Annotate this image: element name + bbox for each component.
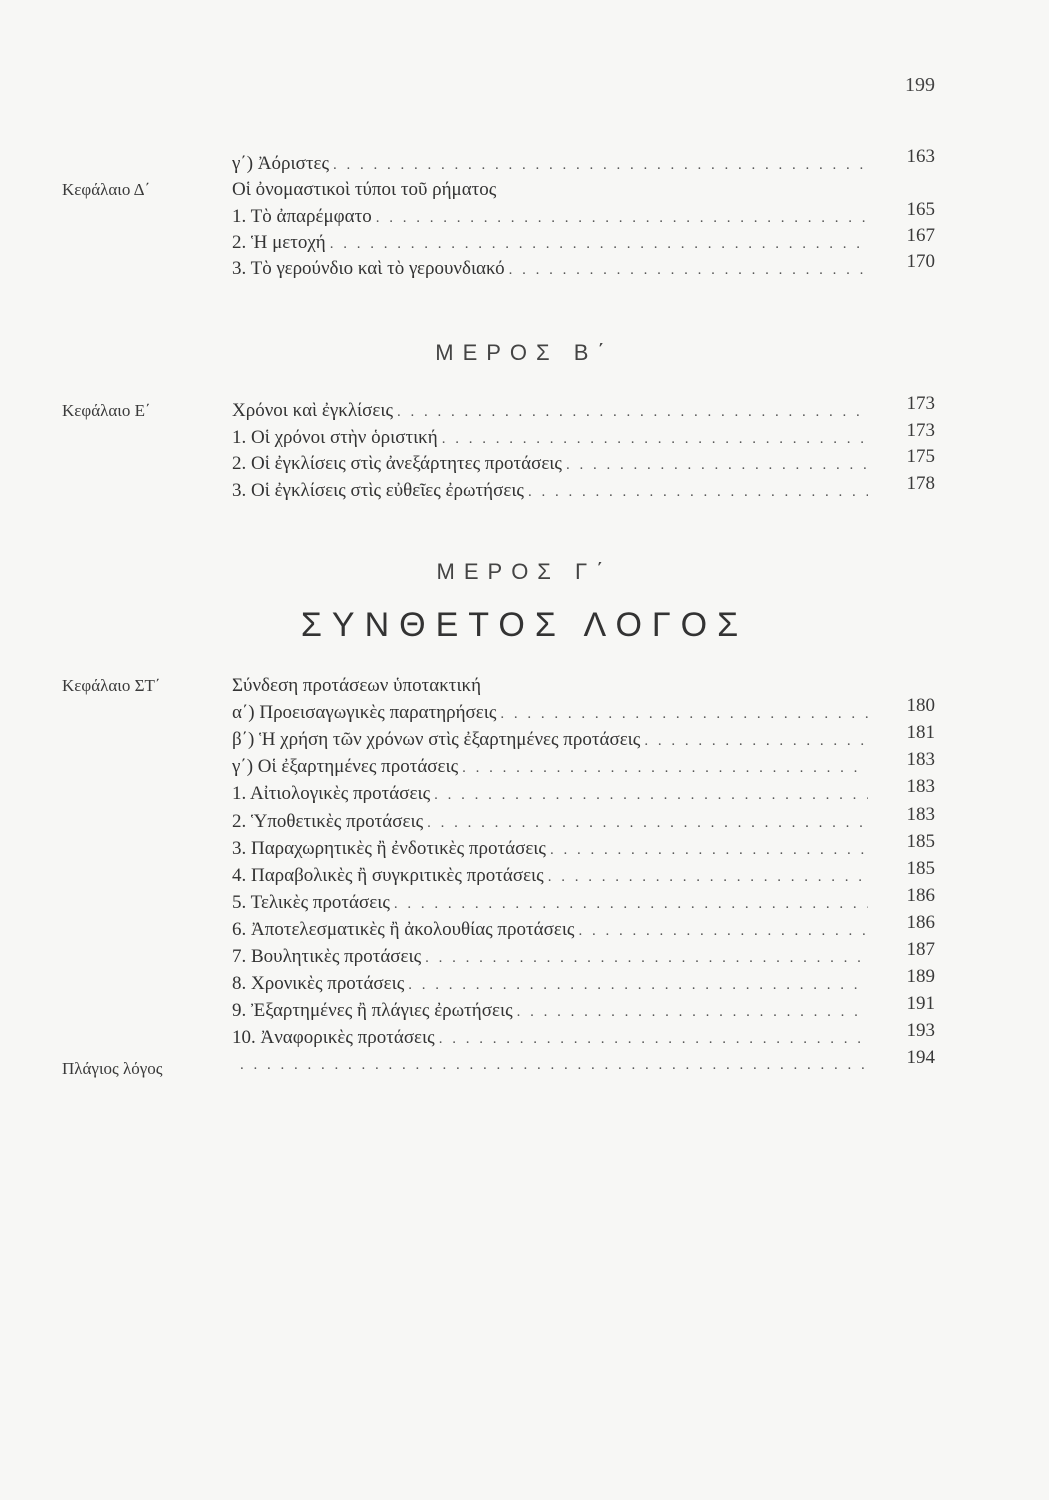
entry-title: 5. Τελικὲς προτάσεις — [232, 891, 390, 913]
toc-entry — [232, 256, 868, 283]
dot-leader — [442, 426, 868, 452]
page-ref: 178 — [906, 472, 935, 494]
page-ref: 183 — [906, 776, 935, 798]
page-ref: 173 — [906, 393, 935, 414]
dot-leader — [462, 755, 868, 781]
entry-title: 7. Βουλητικὲς προτάσεις — [232, 946, 422, 967]
entry-title: 2. Οἱ ἐγκλίσεις στὶς ἀνεξάρτητες προτάσεις — [232, 453, 562, 474]
page-ref: 173 — [906, 419, 935, 441]
part-b-heading: ΜΕΡΟΣ Β΄ — [435, 340, 614, 365]
toc-entry — [232, 917, 868, 944]
entry-title: 4. Παραβολικὲς ἢ συγκριτικὲς προτάσεις — [232, 864, 544, 886]
entry-title: 8. Χρονικὲς προτάσεις — [232, 973, 405, 995]
entry-title: 2. Ὑποθετικὲς προτάσεις — [232, 810, 424, 832]
dot-leader — [434, 782, 868, 808]
toc-entry — [232, 700, 868, 727]
dot-leader — [548, 864, 868, 890]
toc-entry — [232, 727, 868, 754]
entry-title: 10. Ἀναφορικὲς προτάσεις — [232, 1027, 435, 1049]
page-ref: 191 — [906, 993, 935, 1015]
entry-title: Οἱ ὀνομαστικοὶ τύποι τοῦ ρήματος — [232, 179, 497, 201]
page-ref: 183 — [906, 803, 935, 825]
dot-leader — [408, 972, 868, 998]
toc-entry — [232, 809, 868, 836]
entry-title: 6. Ἀποτελεσματικὲς ἢ ἀκολουθίας προτάσεις — [232, 918, 575, 940]
page-ref: 193 — [906, 1020, 935, 1042]
dot-leader — [394, 891, 868, 917]
toc-entry — [232, 478, 868, 505]
toc-entry — [232, 863, 868, 890]
page-ref: 167 — [906, 224, 935, 246]
entry-title: α΄) Προεισαγωγικὲς παρατηρήσεις — [232, 702, 497, 724]
page-ref: 185 — [906, 830, 935, 852]
toc-entry — [232, 204, 868, 231]
entry-title: 1. Αἰτιολογικὲς προτάσεις — [232, 783, 431, 805]
entry-title: 1. Οἱ χρόνοι στὴν ὁριστική — [232, 426, 438, 448]
entry-title: Σύνδεση προτάσεων ὑποτακτική — [232, 675, 482, 696]
toc-row — [0, 472, 1049, 504]
toc-entry — [232, 890, 868, 917]
entry-title: 2. Ἡ μετοχή — [232, 231, 326, 253]
page-ref: 175 — [906, 446, 935, 467]
page-ref: 180 — [906, 695, 935, 717]
dot-leader — [376, 205, 868, 231]
toc-entry — [232, 673, 868, 699]
page-ref: 183 — [906, 749, 935, 771]
dot-leader — [644, 728, 868, 754]
page-ref: 185 — [906, 857, 935, 879]
toc-entry — [232, 1025, 868, 1052]
dot-leader — [333, 152, 868, 178]
dot-leader — [439, 1026, 868, 1052]
dot-leader — [425, 945, 868, 971]
page-ref: 170 — [906, 251, 935, 273]
entry-title: 9. Ἐξαρτημένες ἢ πλάγιες ἐρωτήσεις — [232, 1000, 513, 1022]
entry-title: γ΄) Ἀόριστες — [232, 153, 329, 174]
dot-leader — [550, 837, 868, 863]
toc-row — [0, 251, 1049, 282]
toc-entry — [232, 230, 868, 257]
dot-leader — [509, 257, 868, 283]
page-ref: 189 — [906, 966, 935, 988]
page-ref: 165 — [906, 198, 935, 220]
entry-title: 3. Παραχωρητικὲς ἢ ἐνδοτικὲς προτάσεις — [232, 837, 546, 859]
dot-leader — [500, 701, 868, 727]
entry-title: 3. Οἱ ἐγκλίσεις στὶς εὐθεῖες ἐρωτήσεις — [232, 479, 524, 501]
part-c-title: ΣΥΝΘΕΤΟΣ ΛΟΓΟΣ — [300, 606, 749, 644]
entry-title: 1. Τὸ ἀπαρέμφατο — [232, 205, 372, 227]
page-ref: 187 — [906, 939, 935, 960]
toc-entry — [232, 781, 868, 808]
dot-leader — [240, 1052, 868, 1078]
page-ref: 194 — [906, 1047, 935, 1069]
toc-row — [0, 146, 1049, 177]
toc-entry — [232, 998, 868, 1025]
toc-entry — [232, 425, 868, 452]
chapter-label: Κεφάλαιο ΣΤ΄ — [62, 676, 161, 695]
page-number: 199 — [905, 74, 935, 96]
chapter-label: Κεφάλαιο Ε΄ — [62, 401, 151, 420]
entry-title: Χρόνοι καὶ ἐγκλίσεις — [232, 400, 394, 421]
toc-row — [0, 1047, 1049, 1079]
toc-entry — [240, 1052, 868, 1078]
dot-leader — [330, 231, 868, 257]
toc-entry — [232, 971, 868, 998]
toc-entry — [232, 944, 868, 971]
page-ref: 186 — [906, 884, 935, 906]
entry-title: 3. Τὸ γερούνδιο καὶ τὸ γερουνδιακό — [232, 258, 505, 280]
page-ref: 181 — [906, 722, 935, 744]
dot-leader — [528, 479, 868, 505]
page-ref: 163 — [906, 146, 935, 167]
toc-entry — [232, 398, 868, 425]
entry-title: β΄) Ἡ χρήση τῶν χρόνων στὶς ἐξαρτημένες προτάσεις — [232, 729, 641, 751]
dot-leader — [578, 918, 868, 944]
dot-leader — [566, 452, 868, 478]
dot-leader — [397, 399, 868, 425]
toc-entry — [232, 151, 868, 178]
entry-title: γ΄) Οἱ ἐξαρτημένες προτάσεις — [232, 756, 459, 778]
toc-entry — [232, 836, 868, 863]
chapter-label: Κεφάλαιο Δ΄ — [62, 180, 151, 200]
toc-entry — [232, 754, 868, 781]
toc-entry — [232, 451, 868, 478]
chapter-label: Πλάγιος λόγος — [62, 1059, 163, 1079]
page-ref: 186 — [906, 911, 935, 933]
part-c-heading: ΜΕΡΟΣ Γ΄ — [436, 559, 613, 584]
dot-leader — [427, 810, 868, 836]
dot-leader — [517, 999, 868, 1025]
toc-entry — [232, 177, 868, 203]
